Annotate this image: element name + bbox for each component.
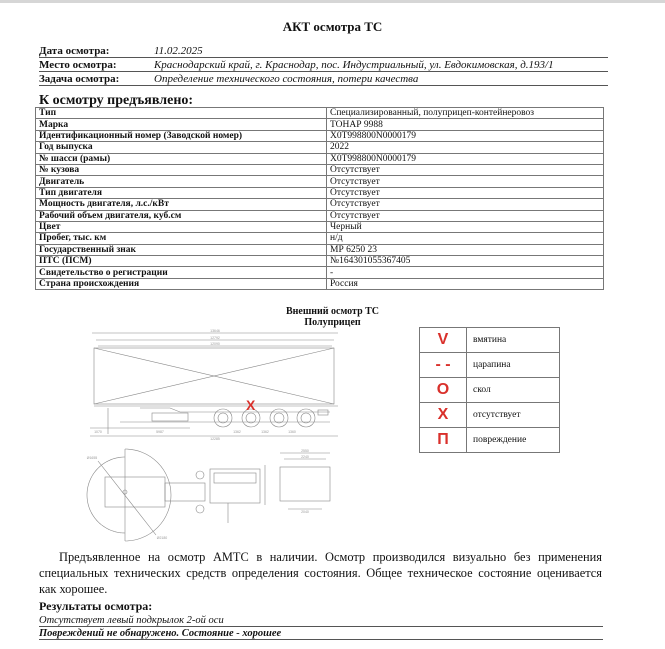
field-name: № шасси (рамы) xyxy=(36,153,327,164)
missing-icon: X xyxy=(420,403,467,428)
legend-label: отсутствует xyxy=(467,403,560,428)
field-value: Отсутствует xyxy=(327,210,604,221)
field-name: Идентификационный номер (Заводской номер) xyxy=(36,130,327,141)
table-row xyxy=(36,108,604,119)
page-top-border xyxy=(0,0,665,3)
dim-mid: 5987 xyxy=(156,430,164,434)
legend-row xyxy=(420,328,560,353)
damage-legend xyxy=(419,327,560,453)
info-row-place xyxy=(39,58,608,72)
field-value: 2022 xyxy=(327,142,604,153)
exterior-title: Внешний осмотр ТС xyxy=(285,306,380,317)
field-value: Отсутствует xyxy=(327,199,604,210)
results-heading: Результаты осмотра: xyxy=(39,599,153,613)
field-name: Свидетельство о регистрации xyxy=(36,267,327,278)
table-row xyxy=(36,164,604,175)
exterior-subtitle: Полуприцеп xyxy=(304,317,361,328)
presented-heading: К осмотру предъявлено: xyxy=(39,93,194,108)
table-row xyxy=(36,244,604,255)
table-row xyxy=(36,187,604,198)
table-row xyxy=(36,142,604,153)
result-conclusion: Повреждений не обнаружено. Состояние - хорошее xyxy=(39,628,603,640)
field-value: н/д xyxy=(327,233,604,244)
dim-total: 13646 xyxy=(210,329,220,333)
table-row xyxy=(36,153,604,164)
table-row xyxy=(36,130,604,141)
dim-bottom: 12285 xyxy=(210,437,220,441)
legend-row xyxy=(420,378,560,403)
info-label: Задача осмотра: xyxy=(39,73,120,85)
table-row xyxy=(36,278,604,289)
dim-w2: 2240 xyxy=(301,455,309,459)
legend-label: повреждение xyxy=(467,428,560,453)
field-name: Тип xyxy=(36,108,327,119)
field-name: Государственный знак xyxy=(36,244,327,255)
field-value: Специализированный, полуприцеп-контейнеровоз xyxy=(327,108,604,119)
field-name: Марка xyxy=(36,119,327,130)
field-value: Отсутствует xyxy=(327,187,604,198)
info-value: Определение технического состояния, потери качества xyxy=(154,73,419,85)
field-name: Страна происхождения xyxy=(36,278,327,289)
missing-part-marker: X xyxy=(246,397,256,413)
table-row xyxy=(36,256,604,267)
document-title: АКТ осмотра ТС xyxy=(282,19,383,34)
damage-icon: П xyxy=(420,428,467,453)
field-name: Пробег, тыс. км xyxy=(36,233,327,244)
info-row-date xyxy=(39,44,608,58)
field-value: Россия xyxy=(327,278,604,289)
table-row xyxy=(36,119,604,130)
inspection-summary-paragraph: Предъявленное на осмотр АМТС в наличии. Осмотр производился визуально без применения специальных технических средств определения состояния. Общее техническое состояние оценивается как хорошее. xyxy=(39,550,602,596)
field-value: Отсутствует xyxy=(327,176,604,187)
info-label: Дата осмотра: xyxy=(39,45,110,57)
legend-row xyxy=(420,428,560,453)
field-name: Цвет xyxy=(36,221,327,232)
table-row xyxy=(36,267,604,278)
field-value: X0T998800N0000179 xyxy=(327,130,604,141)
field-value: №164301055367405 xyxy=(327,256,604,267)
dim-axle3: 1360 xyxy=(288,430,296,434)
field-name: Год выпуска xyxy=(36,142,327,153)
dim-r1: Ø1655 xyxy=(86,456,98,460)
info-row-task xyxy=(39,72,608,86)
dim-w1: 2550 xyxy=(301,449,309,453)
dim-w3: 2040 xyxy=(301,510,309,514)
info-value: 11.02.2025 xyxy=(154,45,203,57)
vehicle-table xyxy=(35,107,604,290)
dim-left: 1070 xyxy=(94,430,102,434)
result-line: Отсутствует левый подкрылок 2-ой оси xyxy=(39,615,603,627)
field-value: Отсутствует xyxy=(327,164,604,175)
info-value: Краснодарский край, г. Краснодар, пос. Индустриальный, ул. Евдокимовская, д.193/1 xyxy=(154,59,554,71)
legend-label: скол xyxy=(467,378,560,403)
field-name: Двигатель xyxy=(36,176,327,187)
chip-icon: O xyxy=(420,378,467,403)
field-name: Рабочий объем двигателя, куб.см xyxy=(36,210,327,221)
legend-row xyxy=(420,403,560,428)
table-row xyxy=(36,221,604,232)
exterior-section-title xyxy=(0,306,665,328)
trailer-top-rear-view-drawing xyxy=(80,447,350,542)
field-value: X0T998800N0000179 xyxy=(327,153,604,164)
legend-row xyxy=(420,353,560,378)
field-name: Тип двигателя xyxy=(36,187,327,198)
dim-top1: 12792 xyxy=(210,336,220,340)
inspection-info xyxy=(39,44,608,86)
legend-label: вмятина xyxy=(467,328,560,353)
field-value: - xyxy=(327,267,604,278)
field-value: ТОНАР 9988 xyxy=(327,119,604,130)
table-row xyxy=(36,210,604,221)
field-name: Мощность двигателя, л.с./кВт xyxy=(36,199,327,210)
dim-axle2: 1362 xyxy=(261,430,269,434)
dent-icon: V xyxy=(420,328,467,353)
table-row xyxy=(36,233,604,244)
field-value: Черный xyxy=(327,221,604,232)
dim-axle1: 1362 xyxy=(233,430,241,434)
dim-top2: 12090 xyxy=(210,342,220,346)
field-name: ПТС (ПСМ) xyxy=(36,256,327,267)
trailer-side-view-drawing xyxy=(80,326,350,441)
scratch-icon: - - xyxy=(420,353,467,378)
table-row xyxy=(36,199,604,210)
field-name: № кузова xyxy=(36,164,327,175)
table-row xyxy=(36,176,604,187)
info-label: Место осмотра: xyxy=(39,59,117,71)
field-value: МР 6250 23 xyxy=(327,244,604,255)
legend-label: царапина xyxy=(467,353,560,378)
dim-r2: Ø2180 xyxy=(156,536,168,540)
